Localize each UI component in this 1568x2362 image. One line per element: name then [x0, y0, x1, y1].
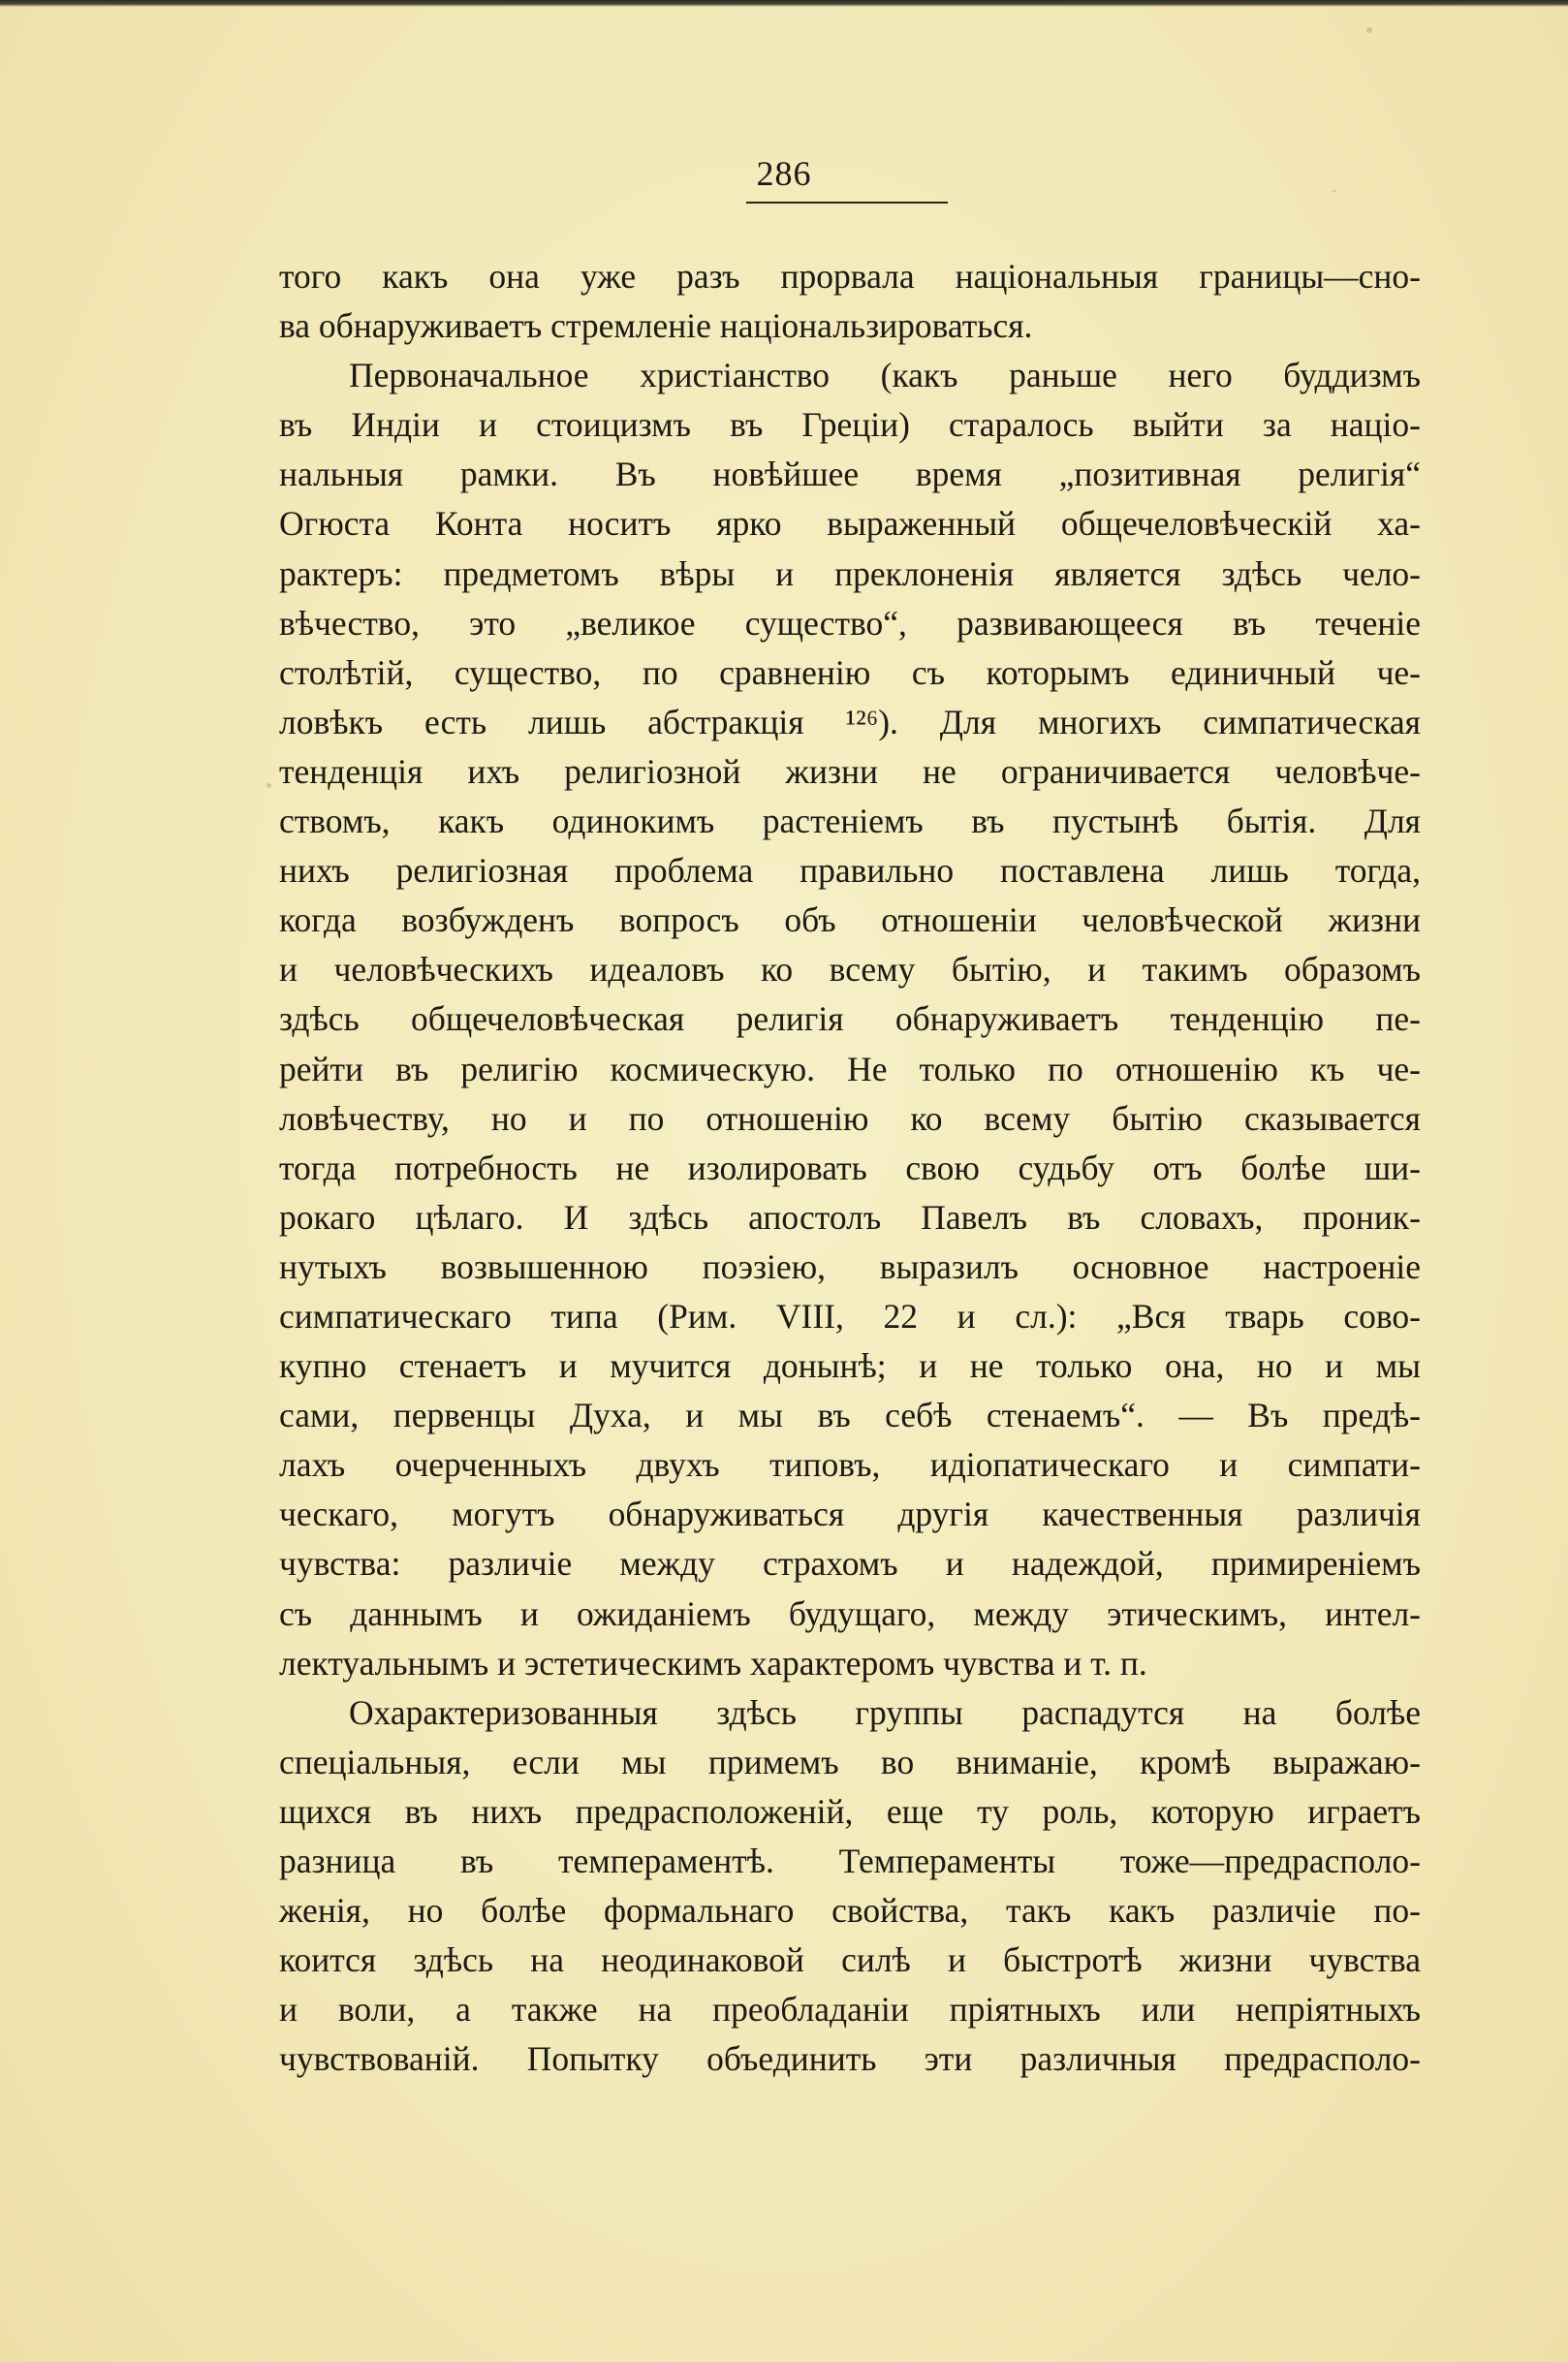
text-line: лахъ очерченныхъ двухъ типовъ, идіопатическаго и симпати- [279, 1445, 1421, 1485]
page-number: 286 [756, 154, 812, 193]
text-line: нутыхъ возвышенною поэзіею, выразилъ основное настроеніе [279, 1246, 1421, 1286]
text-line: и воли, а также на преобладаніи пріятныхъ или непріятныхъ [279, 1990, 1421, 2030]
text-line: рактеръ: предметомъ вѣры и преклоненія является здѣсь чело- [279, 553, 1421, 593]
text-line: нальныя рамки. Въ новѣйшее время „позитивная религія“ [279, 455, 1421, 494]
text-line: чувствованій. Попытку объединить эти различныя предрасполо- [279, 2039, 1421, 2079]
text-line: съ даннымъ и ожиданіемъ будущаго, между этическимъ, интел- [279, 1593, 1421, 1633]
text-line: столѣтій, существо, по сравненію съ которымъ единичный че- [279, 652, 1421, 692]
text-line: тогда потребность не изолировать свою судьбу отъ болѣе ши- [279, 1148, 1421, 1187]
paper-speck [1366, 27, 1372, 33]
text-line: спеціальныя, если мы примемъ во вниманіе, кромѣ выражаю- [279, 1742, 1421, 1781]
text-line: ствомъ, какъ одинокимъ растеніемъ въ пустынѣ бытія. Для [279, 802, 1421, 841]
text-line: симпатическаго типа (Рим. VIII, 22 и сл.): „Вся тварь сово- [279, 1296, 1421, 1336]
text-line: когда возбужденъ вопросъ объ отношеніи человѣческой жизни [279, 900, 1421, 940]
text-line: и человѣческихъ идеаловъ ко всему бытію, и такимъ образомъ [279, 950, 1421, 990]
text-line: тенденція ихъ религіозной жизни не ограничивается человѣче- [279, 751, 1421, 791]
text-line: женія, но болѣе формальнаго свойства, такъ какъ различіе по- [279, 1891, 1421, 1931]
text-line: Первоначальное христіанство (какъ раньше него буддизмъ [349, 356, 1421, 395]
text-line: ловѣчеству, но и по отношенію ко всему бытію сказывается [279, 1098, 1421, 1138]
text-line: чувства: различіе между страхомъ и надеждой, примиреніемъ [279, 1544, 1421, 1584]
text-line: сами, первенцы Духа, и мы въ себѣ стенаемъ“. — Въ предѣ- [279, 1396, 1421, 1435]
text-line: рокаго цѣлаго. И здѣсь апостолъ Павелъ въ словахъ, проник- [279, 1197, 1421, 1237]
text-line: здѣсь общечеловѣческая религія обнаруживаетъ тенденцію пе- [279, 999, 1421, 1039]
text-line: разница въ темпераментѣ. Темпераменты тоже—предрасполо- [279, 1842, 1421, 1880]
text-line: вѣчество, это „великое существо“, развивающееся въ теченіе [279, 603, 1421, 643]
text-line: Охарактеризованныя здѣсь группы распадутся на болѣе [349, 1692, 1421, 1732]
text-line: ческаго, могутъ обнаруживаться другія качественныя различія [279, 1495, 1421, 1534]
text-line: нихъ религіозная проблема правильно поставлена лишь тогда, [279, 851, 1421, 891]
text-line: того какъ она уже разъ прорвала національныя границы—сно- [279, 257, 1421, 296]
text-line: коится здѣсь на неодинаковой силѣ и быстротѣ жизни чувства [279, 1940, 1421, 1980]
page-top-edge [0, 0, 1568, 7]
text-line: въ Индіи и стоицизмъ въ Греціи) старалось выйти за націо- [279, 405, 1421, 445]
text-line: рейти въ религію космическую. Не только по отношенію къ че- [279, 1049, 1421, 1088]
text-line: щихся въ нихъ предрасположеній, еще ту роль, которую играетъ [279, 1791, 1421, 1831]
text-line: купно стенаетъ и мучится донынѣ; и не только она, но и мы [279, 1346, 1421, 1386]
body-text [279, 252, 1421, 2084]
paper-speck [267, 783, 271, 788]
text-line: ловѣкъ есть лишь абстракція ¹²⁶). Для многихъ симпатическая [279, 702, 1421, 741]
page-number-rule [746, 202, 948, 204]
text-line: Огюста Конта носитъ ярко выраженный общечеловѣческій ха- [279, 504, 1421, 544]
text-line: лектуальнымъ и эстетическимъ характеромъ чувства и т. п. [279, 1643, 1147, 1683]
text-line: ва обнаруживаетъ стремленіе національзироваться. [279, 306, 1033, 346]
